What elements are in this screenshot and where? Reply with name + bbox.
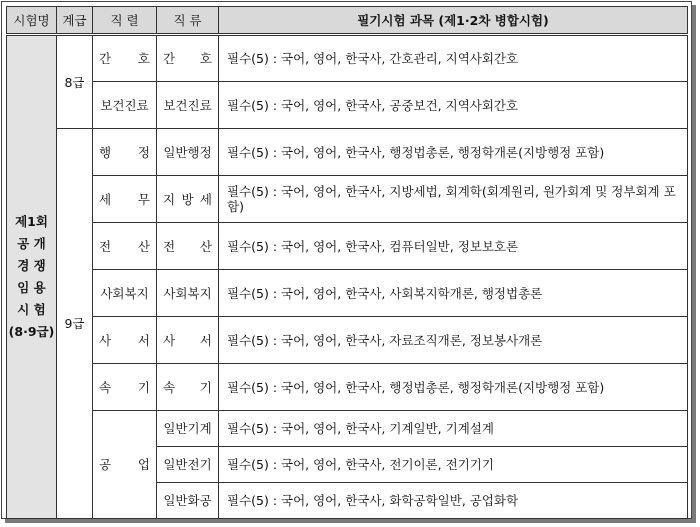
table-row [7, 364, 688, 411]
subjects-cell: 필수(5) : 국어, 영어, 한국사, 간호관리, 지역사회간호 [219, 35, 688, 82]
header-category: 직 류 [157, 7, 219, 35]
series-cell: 전 산 [93, 223, 157, 270]
table-row [7, 176, 688, 223]
exam-name-line: 공 개 [17, 236, 46, 251]
exam-name-cell [7, 35, 57, 519]
subjects-cell: 필수(5) : 국어, 영어, 한국사, 컴퓨터일반, 정보보호론 [219, 223, 688, 270]
series-cell: 속 기 [93, 364, 157, 411]
exam-name-line: 시 험 [17, 302, 46, 317]
series-cell: 사회복지 [93, 270, 157, 317]
category-cell: 일반화공 [157, 483, 219, 519]
category-cell: 전 산 [157, 223, 219, 270]
subjects-cell: 필수(5) : 국어, 영어, 한국사, 자료조직개론, 정보봉사개론 [219, 317, 688, 364]
subjects-cell: 필수(5) : 국어, 영어, 한국사, 행정법총론, 행정학개론(지방행정 포함) [219, 364, 688, 411]
table-row [7, 35, 688, 82]
exam-name-line: 경 쟁 [17, 258, 46, 273]
subjects-cell: 필수(5) : 국어, 영어, 한국사, 기계일반, 기계설계 [219, 411, 688, 447]
subjects-cell: 필수(5) : 국어, 영어, 한국사, 화학공학일반, 공업화학 [219, 483, 688, 519]
category-cell: 사 서 [157, 317, 219, 364]
exam-name-line: 임 용 [17, 280, 46, 295]
category-cell: 사회복지 [157, 270, 219, 317]
subjects-cell: 필수(5) : 국어, 영어, 한국사, 행정법총론, 행정학개론(지방행정 포함) [219, 129, 688, 176]
category-cell: 일반행정 [157, 129, 219, 176]
table-row [7, 223, 688, 270]
subjects-cell: 필수(5) : 국어, 영어, 한국사, 전기이론, 전기기기 [219, 447, 688, 483]
subjects-cell: 필수(5) : 국어, 영어, 한국사, 공중보건, 지역사회간호 [219, 82, 688, 129]
header-grade: 계급 [57, 7, 93, 35]
exam-subjects-table [6, 6, 688, 519]
series-cell: 세 무 [93, 176, 157, 223]
subjects-cell: 필수(5) : 국어, 영어, 한국사, 사회복지학개론, 행정법총론 [219, 270, 688, 317]
exam-name-line: (8·9급) [8, 324, 55, 339]
grade-8-cell: 8급 [57, 35, 93, 129]
exam-name-line: 제1회 [15, 214, 48, 229]
category-cell: 보건진료 [157, 82, 219, 129]
table-row [7, 411, 688, 447]
category-cell: 일반전기 [157, 447, 219, 483]
series-cell: 공 업 [93, 411, 157, 519]
subjects-cell: 필수(5) : 국어, 영어, 한국사, 지방세법, 회계학(회계원리, 원가회계 및 정부회계 포함) [219, 176, 688, 223]
header-series: 직 렬 [93, 7, 157, 35]
grade-9-cell: 9급 [57, 129, 93, 519]
header-row [7, 7, 688, 35]
table-row [7, 317, 688, 364]
category-cell: 지 방 세 [157, 176, 219, 223]
header-exam: 시험명 [7, 7, 57, 35]
category-cell: 일반기계 [157, 411, 219, 447]
series-cell: 행 정 [93, 129, 157, 176]
category-cell: 간 호 [157, 35, 219, 82]
table-row [7, 270, 688, 317]
header-subjects: 필기시험 과목 (제1·2차 병합시험) [219, 7, 688, 35]
series-cell: 보건진료 [93, 82, 157, 129]
series-cell: 사 서 [93, 317, 157, 364]
table-row [7, 129, 688, 176]
category-cell: 속 기 [157, 364, 219, 411]
series-cell: 간 호 [93, 35, 157, 82]
table-row [7, 82, 688, 129]
